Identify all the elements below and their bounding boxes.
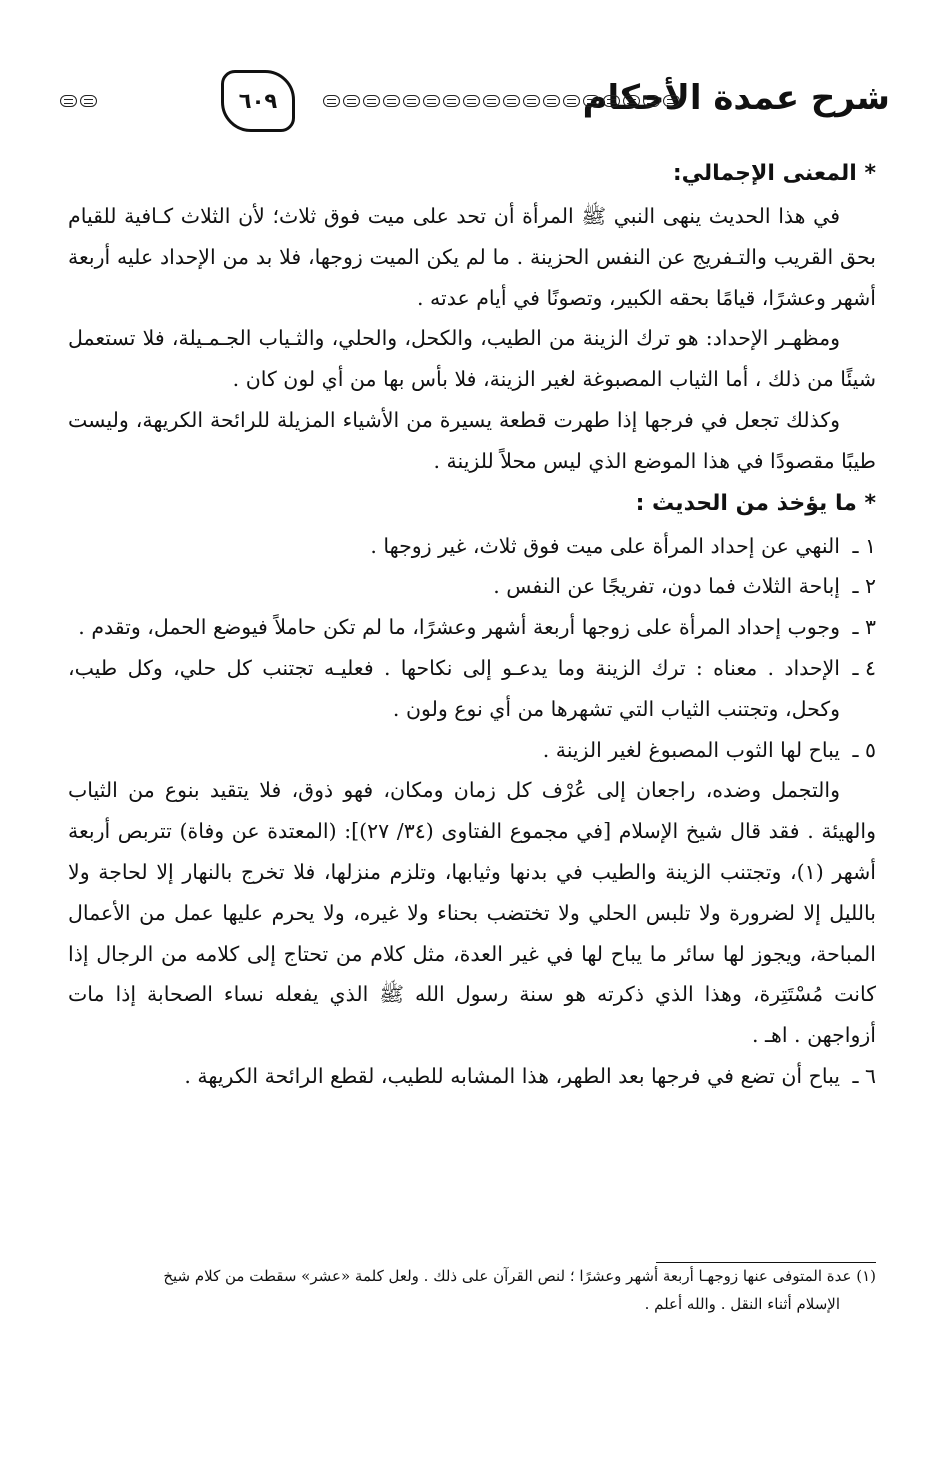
main-text xyxy=(68,152,876,1097)
paragraph: في هذا الحديث ينهى النبي ﷺ المرأة أن تحد على ميت فوق ثلاث؛ لأن الثلاث كـافية للقيام بحق القريب والتـفريج عن النفس الحزينة . ما لم يكن الميت زوجها، فلا بد من الإحداد عليه أربعة أشهر وعشرًا، قيامًا بحقه الكبير، وتصونًا في أيام عدته . xyxy=(68,204,876,310)
page-number: ٦٠٩ xyxy=(221,70,295,132)
list-item xyxy=(68,566,876,607)
book-title: شرح عمدة الأحكام xyxy=(582,78,890,118)
list-item xyxy=(68,526,876,567)
list-number: ١ ـ xyxy=(852,533,876,558)
list-number: ٤ ـ xyxy=(852,655,876,680)
footnote xyxy=(68,1262,876,1318)
list-item xyxy=(68,607,876,648)
list-item xyxy=(68,648,876,730)
footnote-line: (١) عدة المتوفى عنها زوجهـا أربعة أشهر وعشرًا ؛ لنص القرآن على ذلك . ولعل كلمة «عشر» سقطت من كلام شيخ xyxy=(163,1267,876,1285)
paragraph: وكذلك تجعل في فرجها إذا طهرت قطعة يسيرة من الأشياء المزيلة للرائحة الكريهة، وليست طيبًا مقصودًا في هذا الموضع الذي ليس محلاً للزينة . xyxy=(68,407,876,473)
list-text: وجوب إحداد المرأة على زوجها أربعة أشهر وعشرًا، ما لم تكن حاملاً فيوضع الحمل، وتقدم . xyxy=(78,615,840,640)
list-text: يباح لها الثوب المصبوغ لغير الزينة . xyxy=(542,737,840,762)
paragraph: والتجمل وضده، راجعان إلى عُرْف كل زمان ومكان، فهو ذوق، فلا يتقيد بنوع من الثياب والهيئة . فقد قال شيخ الإسلام [في مجموع الفتاوى (٣٤/ ٢٧)]: (المعتدة عن وفاة) تتربص أربعة أشهر (١)، وتجتنب الزينة والطيب في بدنها وثيابها، وتلزم منزلها، فلا تخرج بالنهار إلا لحاجة ولا بالليل إلا لضرورة ولا تلبس الحلي ولا تختضب بحناء ولا غيره، ولا يحرم عليها عمل من الأعمال المباحة، ويجوز لها سائر ما يباح لها في غير العدة، مثل كلام من تحتاج إلى كلامه من الرجال إذا كانت مُسْتَتِرة، وهذا الذي ذكرته هو سنة رسول الله ﷺ الذي يفعله نساء الصحابة إذا مات أزواجهن . اهـ . xyxy=(68,778,876,1048)
header-ornament-end xyxy=(60,95,97,107)
list-item xyxy=(68,730,876,771)
list-text: الإحداد . معناه : ترك الزينة وما يدعـو إلى نكاحها . فعليـه تجتنب كل حلي، وكل طيب، وكحل، وتجتنب الثياب التي تشهرها من أي نوع ولون . xyxy=(68,655,840,721)
paragraph: ومظهـر الإحداد: هو ترك الزينة من الطيب، والكحل، والحلي، والثـياب الجـمـيلة، فلا تستعمل شيئًا من ذلك ، أما الثياب المصبوغة لغير الزينة، فلا بأس بها من أي لون كان . xyxy=(68,326,876,392)
page-header xyxy=(60,70,890,140)
list-number: ٢ ـ xyxy=(852,574,876,599)
list-text: النهي عن إحداد المرأة على ميت فوق ثلاث، غير زوجها . xyxy=(370,533,840,558)
list-text: يباح أن تضع في فرجها بعد الطهر، هذا المشابه للطيب، لقطع الرائحة الكريهة . xyxy=(184,1063,840,1088)
list-number: ٥ ـ xyxy=(852,737,876,762)
list-text: إباحة الثلاث فما دون، تفريجًا عن النفس . xyxy=(493,574,840,599)
header-ornament-strip xyxy=(323,95,680,107)
list-number: ٦ ـ xyxy=(852,1063,876,1088)
section-heading-meaning: * المعنى الإجمالي: xyxy=(672,161,876,186)
footnote-line: الإسلام أثناء النقل . والله أعلم . xyxy=(644,1295,840,1313)
list-number: ٣ ـ xyxy=(852,615,876,640)
list-item xyxy=(68,1056,876,1097)
section-heading-lessons: * ما يؤخذ من الحديث : xyxy=(635,490,876,516)
